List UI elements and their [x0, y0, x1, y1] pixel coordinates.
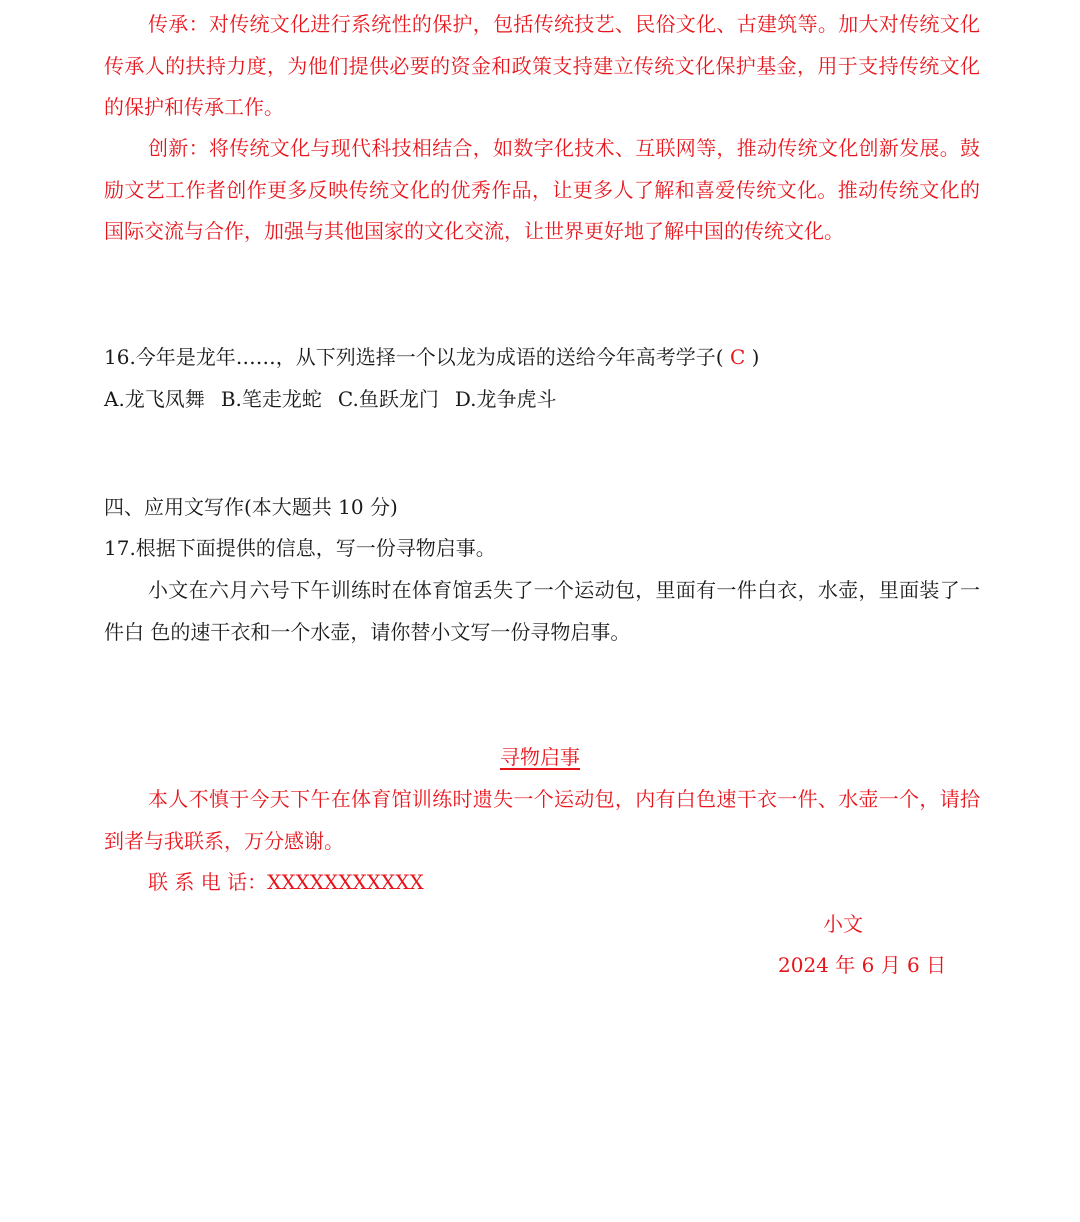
option-d: D.龙争虎斗	[454, 387, 557, 411]
section-4-heading: 四、应用文写作(本大题共 10 分)	[104, 495, 398, 519]
question-16-options	[104, 379, 573, 421]
answer-paragraph-innovate: 创新：将传统文化与现代科技相结合，如数字化技术、互联网等，推动传统文化创新发展。鼓励文艺工作者创作更多反映传统文化的优秀作品，让更多人了解和喜爱传统文化。推动传统文化的国际交流与合作，加强与其他国家的文化交流，让世界更好地了解中国的传统文化。	[104, 136, 980, 243]
notice-phone-value: XXXXXXXXXXX	[267, 870, 424, 894]
notice-date: 2024 年 6 月 6 日	[778, 953, 947, 977]
question-17-material: 小文在六月六号下午训练时在体育馆丢失了一个运动包，里面有一件白衣，水壶，里面装了一件白 色的速干衣和一个水壶，请你替小文写一份寻物启事。	[104, 578, 980, 644]
question-16-answer: C	[723, 345, 752, 369]
option-a: A.龙飞凤舞	[104, 387, 205, 411]
question-16-stem-after: )	[751, 345, 760, 369]
question-16-stem-before: 16.今年是龙年……，从下列选择一个以龙为成语的送给今年高考学子(	[104, 345, 724, 369]
option-b: B.笔走龙蛇	[220, 387, 322, 411]
question-17-prompt: 17.根据下面提供的信息，写一份寻物启事。	[104, 536, 496, 560]
notice-body: 本人不慎于今天下午在体育馆训练时遗失一个运动包，内有白色速干衣一件、水壶一个，请拾到者与我联系，万分感谢。	[104, 787, 980, 853]
notice-phone-label: 联 系 电 话：	[148, 870, 268, 894]
notice-signature: 小文	[823, 912, 863, 936]
option-c: C.鱼跃龙门	[337, 387, 439, 411]
question-16-stem	[104, 337, 759, 379]
notice-phone	[148, 862, 424, 904]
answer-paragraph-inherit: 传承：对传统文化进行系统性的保护，包括传统技艺、民俗文化、古建筑等。加大对传统文化传承人的扶持力度，为他们提供必要的资金和政策支持建立传统文化保护基金，用于支持传统文化的保护和传承工作。	[104, 12, 980, 119]
notice-title: 寻物启事	[500, 745, 580, 769]
